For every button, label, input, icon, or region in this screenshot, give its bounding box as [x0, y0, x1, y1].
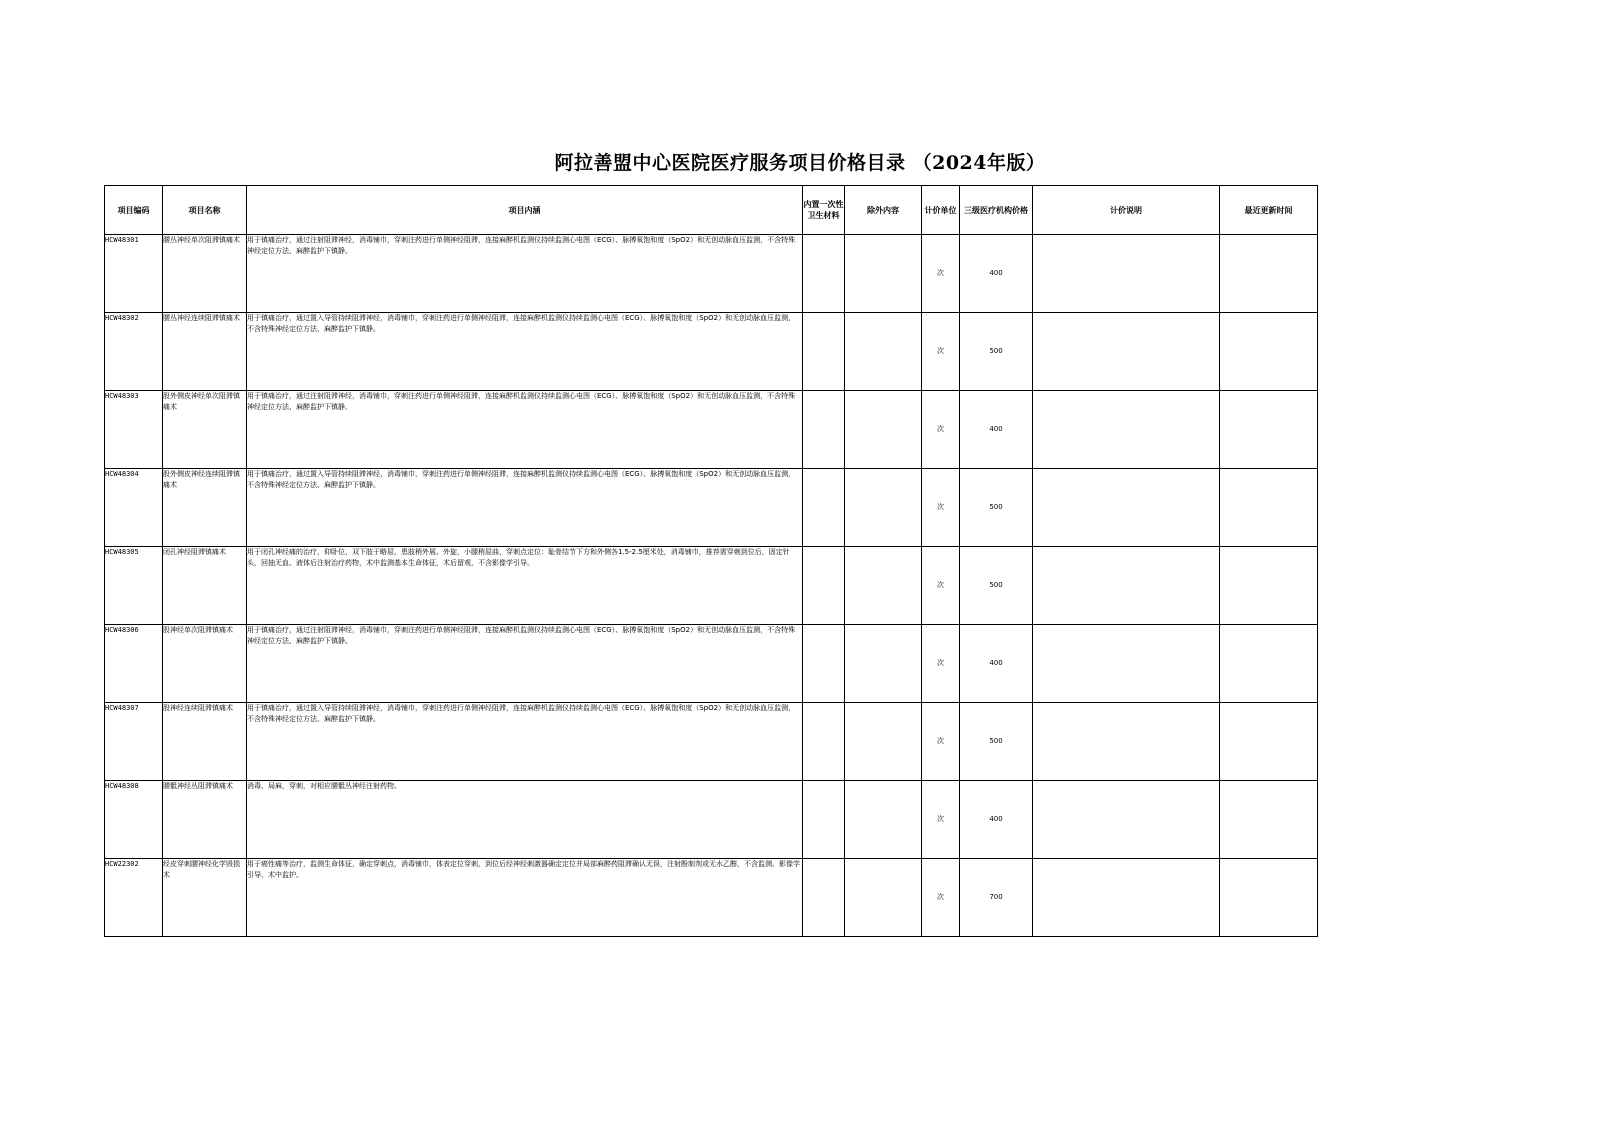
item-price: 400 — [960, 781, 1033, 859]
item-consumable — [803, 625, 845, 703]
item-unit: 次 — [922, 547, 960, 625]
item-price: 700 — [960, 859, 1033, 937]
item-unit: 次 — [922, 703, 960, 781]
table-row — [105, 469, 1318, 547]
item-code: HCW48302 — [105, 313, 163, 391]
table-row — [105, 235, 1318, 313]
item-unit: 次 — [922, 625, 960, 703]
page-title: 阿拉善盟中心医院医疗服务项目价格目录 （2024年版） — [554, 152, 1046, 174]
header-code: 项目编码 — [105, 186, 163, 235]
item-name: 腰丛神经单次阻滞镇痛术 — [163, 235, 247, 313]
item-excluded — [845, 859, 922, 937]
item-excluded — [845, 547, 922, 625]
item-excluded — [845, 703, 922, 781]
item-content: 用于镇痛治疗，通过注射阻滞神经，消毒铺巾，穿刺注药进行单侧神经阻滞，连接麻醉机监测仪持续监测心电图（ECG）、脉搏氧饱和度（SpO2）和无创动脉血压监测，不含特殊神经定位方法、麻醉监护下镇静。 — [247, 391, 803, 469]
item-name: 股神经单次阻滞镇痛术 — [163, 625, 247, 703]
item-content: 用于癌性痛等治疗，监测生命体征，确定穿刺点，消毒铺巾，体表定位穿刺，到位后经神经刺激器确定定位并局部麻醉药阻滞确认无误，注射酚制剂或无水乙醇，不含监测、影像学引导、术中监护。 — [247, 859, 803, 937]
item-note — [1033, 859, 1220, 937]
item-consumable — [803, 703, 845, 781]
item-excluded — [845, 781, 922, 859]
table-row — [105, 313, 1318, 391]
table-row — [105, 391, 1318, 469]
header-unit: 计价单位 — [922, 186, 960, 235]
item-code: HCW48306 — [105, 625, 163, 703]
item-consumable — [803, 469, 845, 547]
item-price: 500 — [960, 313, 1033, 391]
item-updated — [1220, 781, 1318, 859]
item-updated — [1220, 625, 1318, 703]
item-content: 用于镇痛治疗，通过置入导管持续阻滞神经，消毒铺巾，穿刺注药进行单侧神经阻滞，连接麻醉机监测仪持续监测心电图（ECG）、脉搏氧饱和度（SpO2）和无创动脉血压监测，不含特殊神经定位方法、麻醉监护下镇静。 — [247, 703, 803, 781]
item-price: 400 — [960, 625, 1033, 703]
item-code: HCW22302 — [105, 859, 163, 937]
item-updated — [1220, 859, 1318, 937]
table-row — [105, 781, 1318, 859]
item-note — [1033, 625, 1220, 703]
item-excluded — [845, 469, 922, 547]
item-consumable — [803, 859, 845, 937]
table-row — [105, 703, 1318, 781]
item-content: 用于闭孔神经痛的治疗，仰卧位，双下肢于略屈，患肢稍外展、外旋，小腿稍屈曲，穿刺点定位：耻骨结节下方和外侧各1.5-2.5厘米处，消毒铺巾，推荐需穿刺到位后，固定针头，回抽无血、液体后注射治疗药物，术中监测基本生命体征，术后留观，不含影像学引导。 — [247, 547, 803, 625]
item-code: HCW48304 — [105, 469, 163, 547]
item-name: 股神经连续阻滞镇痛术 — [163, 703, 247, 781]
item-name: 股外侧皮神经连续阻滞镇痛术 — [163, 469, 247, 547]
item-content: 用于镇痛治疗，通过置入导管持续阻滞神经，消毒铺巾，穿刺注药进行单侧神经阻滞，连接麻醉机监测仪持续监测心电图（ECG）、脉搏氧饱和度（SpO2）和无创动脉血压监测，不含特殊神经定位方法、麻醉监护下镇静。 — [247, 469, 803, 547]
item-note — [1033, 469, 1220, 547]
item-excluded — [845, 313, 922, 391]
item-content: 消毒、局麻，穿刺，对相应腰骶丛神经注射药物。 — [247, 781, 803, 859]
item-unit: 次 — [922, 781, 960, 859]
item-name: 经皮穿刺腰神经化学毁损术 — [163, 859, 247, 937]
header-note: 计价说明 — [1033, 186, 1220, 235]
price-table — [104, 185, 1318, 937]
item-code: HCW48301 — [105, 235, 163, 313]
header-updated: 最近更新时间 — [1220, 186, 1318, 235]
item-content: 用于镇痛治疗，通过注射阻滞神经，消毒铺巾，穿刺注药进行单侧神经阻滞，连接麻醉机监测仪持续监测心电图（ECG）、脉搏氧饱和度（SpO2）和无创动脉血压监测，不含特殊神经定位方法、麻醉监护下镇静。 — [247, 625, 803, 703]
item-price: 500 — [960, 547, 1033, 625]
item-excluded — [845, 625, 922, 703]
item-unit: 次 — [922, 235, 960, 313]
item-note — [1033, 313, 1220, 391]
item-name: 腰丛神经连续阻滞镇痛术 — [163, 313, 247, 391]
item-note — [1033, 781, 1220, 859]
header-consumable: 内置一次性卫生材料 — [803, 186, 845, 235]
item-unit: 次 — [922, 391, 960, 469]
item-updated — [1220, 547, 1318, 625]
item-name: 闭孔神经阻滞镇痛术 — [163, 547, 247, 625]
item-name: 股外侧皮神经单次阻滞镇痛术 — [163, 391, 247, 469]
item-price: 400 — [960, 391, 1033, 469]
header-price: 三级医疗机构价格 — [960, 186, 1033, 235]
item-unit: 次 — [922, 469, 960, 547]
item-consumable — [803, 391, 845, 469]
item-price: 400 — [960, 235, 1033, 313]
item-consumable — [803, 781, 845, 859]
item-name: 腰骶神经丛阻滞镇痛术 — [163, 781, 247, 859]
item-excluded — [845, 235, 922, 313]
header-row — [105, 186, 1318, 235]
table-row — [105, 859, 1318, 937]
item-updated — [1220, 235, 1318, 313]
header-name: 项目名称 — [163, 186, 247, 235]
item-code: HCW48307 — [105, 703, 163, 781]
item-note — [1033, 703, 1220, 781]
item-unit: 次 — [922, 313, 960, 391]
item-note — [1033, 547, 1220, 625]
item-code: HCW48303 — [105, 391, 163, 469]
item-content: 用于镇痛治疗，通过注射阻滞神经，消毒铺巾，穿刺注药进行单侧神经阻滞，连接麻醉机监测仪持续监测心电图（ECG）、脉搏氧饱和度（SpO2）和无创动脉血压监测，不含特殊神经定位方法、麻醉监护下镇静。 — [247, 235, 803, 313]
item-excluded — [845, 391, 922, 469]
item-note — [1033, 235, 1220, 313]
item-consumable — [803, 313, 845, 391]
table-row — [105, 625, 1318, 703]
item-updated — [1220, 469, 1318, 547]
item-price: 500 — [960, 703, 1033, 781]
item-updated — [1220, 391, 1318, 469]
item-content: 用于镇痛治疗，通过置入导管持续阻滞神经，消毒铺巾，穿刺注药进行单侧神经阻滞，连接麻醉机监测仪持续监测心电图（ECG）、脉搏氧饱和度（SpO2）和无创动脉血压监测，不含特殊神经定位方法、麻醉监护下镇静。 — [247, 313, 803, 391]
item-updated — [1220, 703, 1318, 781]
item-unit: 次 — [922, 859, 960, 937]
item-consumable — [803, 547, 845, 625]
item-consumable — [803, 235, 845, 313]
header-content: 项目内涵 — [247, 186, 803, 235]
item-updated — [1220, 313, 1318, 391]
item-note — [1033, 391, 1220, 469]
item-code: HCW48308 — [105, 781, 163, 859]
table-row — [105, 547, 1318, 625]
item-price: 500 — [960, 469, 1033, 547]
header-excluded: 除外内容 — [845, 186, 922, 235]
item-code: HCW48305 — [105, 547, 163, 625]
